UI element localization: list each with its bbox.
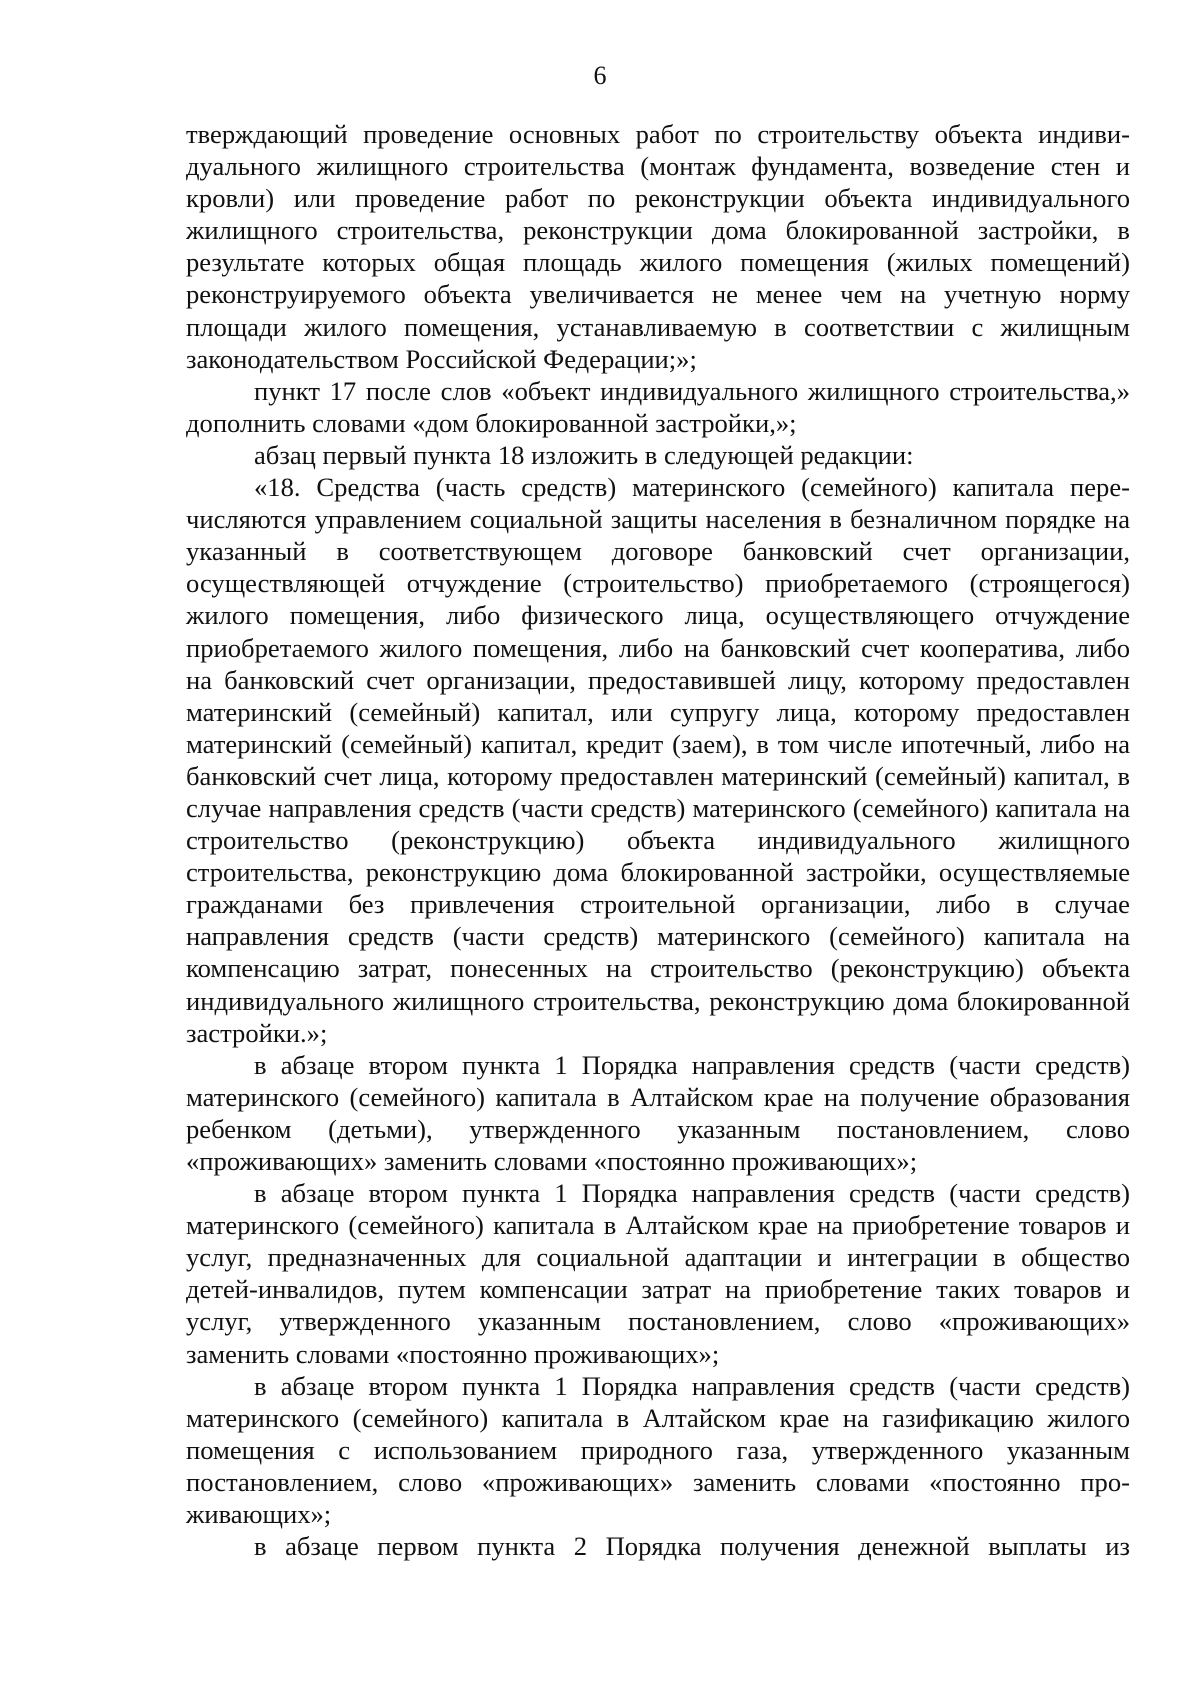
- paragraph-point-17: пункт 17 после слов «объект индивидуального жилищного строительства,» дополнить словами «дом блокированной застройки,»;: [186, 375, 1130, 438]
- paragraph-point-18-intro: абзац первый пункта 18 изложить в следующей редакции:: [254, 439, 914, 470]
- page-number: 6: [593, 61, 607, 90]
- paragraph-point-18-text: «18. Средства (часть средств) материнского (семейного) капитала перечисляются управлением социальной защиты населения в безналичном порядке на указанный в соответствующем договоре банковский счет организации, осуществляющей отчуждение (строительство) приобретаемого (строящегося) жилого помещения, либо физического лица, осуществляющего отчуждение приобретаемого жилого помещения, либо на банковский счет кооператива, либо на банковский счет организации, предоставившей лицу, которому предоставлен материнский (семейный) капитал, или супругу лица, которому предоставлен материнский (семейный) капитал, кредит (заем), в том числе ипотечный, либо на банковский счет лица, которому предоставлен материнский (семейный) капитал, в случае направления средств (части средств) материнского (семейного) капитала на строительство (реконструкцию) объекта индивидуального жилищного строительства, реконструкцию дома блокированной застройки, осуществляемые гражданами без привлечения строительной организации, либо в случае направления средств (части средств) материнского (семейного) капитала на компенсацию затрат, понесенных на строительство (реконструкцию) объекта индивидуального жилищного строительства, реконструкцию дома блокированной застройки.»;: [186, 472, 1130, 1048]
- paragraph-cash-payment-order: в абзаце первом пункта 2 Порядка получения денежной выплаты из: [254, 1531, 1130, 1562]
- document-body: [186, 118, 1130, 1562]
- paragraph-disabled-children-order: в абзаце втором пункта 1 Порядка направления средств (части средств) материнского (семейного) капитала в Алтайском крае на приобретение товаров и услуг, предназначенных для социальной адаптации и интеграции в общество детей-инвалидов, путем компенсации затрат на приобретение таких товаров и услуг, утвержденного указанным постановлением, слово «проживающих» заменить словами «постоянно проживающих»;: [186, 1178, 1130, 1369]
- paragraph-education-order: в абзаце втором пункта 1 Порядка направления средств (части средств) материнского (семейного) капитала в Алтайском крае на получение образования ребенком (детьми), утвержденного указанным постановлением, слово «проживающих» заменить словами «постоянно проживающих»;: [186, 1049, 1130, 1176]
- paragraph-gasification-order: в абзаце втором пункта 1 Порядка направления средств (части средств) материнского (семейного) капитала в Алтайском крае на газификацию жилого помещения с использованием природного газа, утвержденного указанным постановлением, слово «проживающих» заменить словами «постоянно проживающих»;: [186, 1370, 1130, 1530]
- paragraph-continuation: тверждающий проведение основных работ по строительству объекта индивидуального жилищного строительства (монтаж фундамента, возведение стен и кровли) или проведение работ по реконструкции объекта индивидуального жилищного строительства, реконструкции дома блокированной застройки, в результате которых общая площадь жилого помещения (жилых помещений) реконструируемого объекта увеличивается не менее чем на учетную норму площади жилого помещения, устанавливаемую в соответствии с жилищным законодательством Российской Федерации;»;: [186, 119, 1130, 374]
